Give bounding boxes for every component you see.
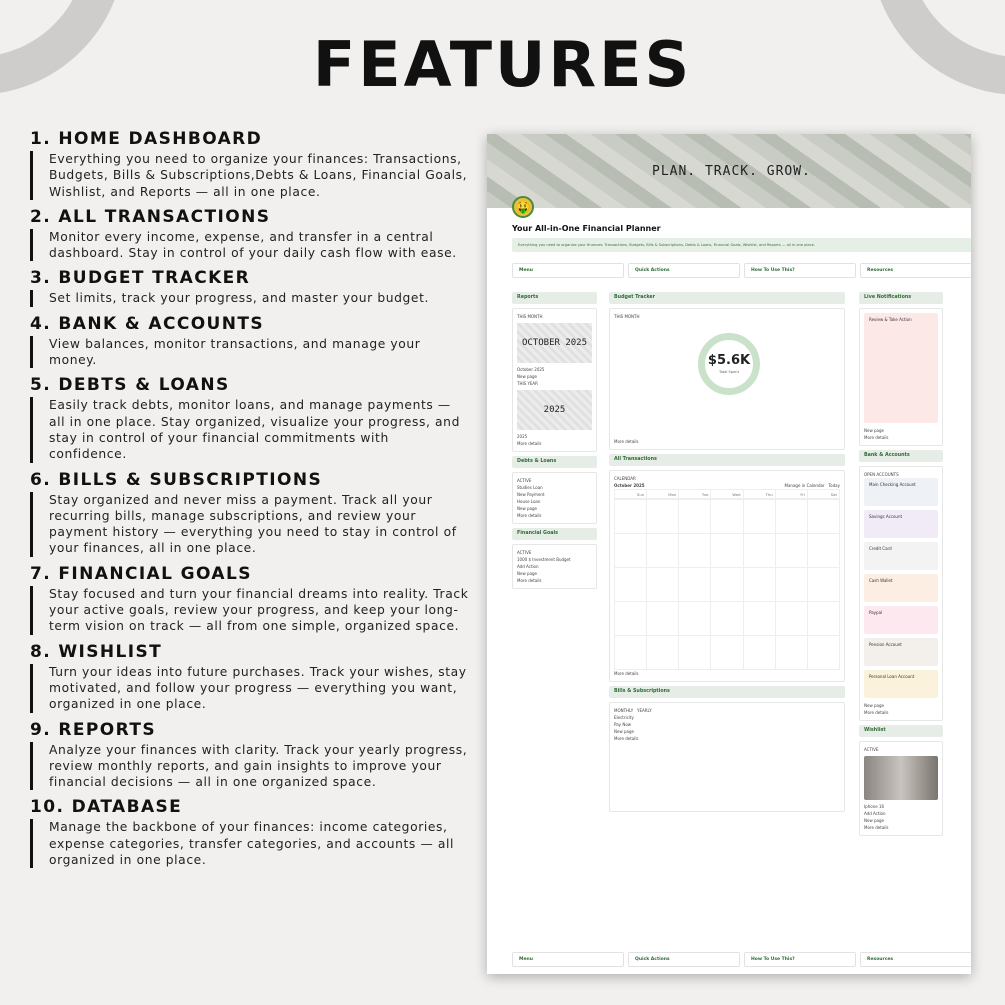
feature-title: 3. BUDGET TRACKER <box>30 268 251 289</box>
budget-donut-chart <box>698 333 760 395</box>
total-spent-label: Total Spent <box>719 370 739 374</box>
day-header: Thu <box>744 490 776 499</box>
more-details-link[interactable]: More details <box>614 439 639 444</box>
feature-title: 4. BANK & ACCOUNTS <box>30 313 265 334</box>
calendar-day-cell[interactable] <box>615 534 647 568</box>
today-button[interactable]: Today <box>828 483 840 488</box>
feature-item <box>30 796 470 868</box>
monthly-tab[interactable]: MONTHLY <box>614 708 634 713</box>
active-tab[interactable]: ACTIVE <box>864 747 879 752</box>
bills-tabs <box>614 707 840 714</box>
account-card[interactable]: Pension Account <box>864 638 938 666</box>
goals-header[interactable]: Financial Goals <box>512 528 597 540</box>
right-column <box>859 292 943 840</box>
more-details-link[interactable]: More details <box>864 825 889 830</box>
calendar-day-cell[interactable] <box>808 602 840 636</box>
bills-header[interactable]: Bills & Subscriptions <box>609 686 845 698</box>
debt-item[interactable]: Studies Loan <box>517 485 543 490</box>
calendar-day-cell[interactable] <box>615 636 647 670</box>
more-details-link[interactable]: More details <box>517 513 542 518</box>
bank-card <box>859 466 943 721</box>
calendar-day-cell[interactable] <box>647 568 679 602</box>
new-payment-button[interactable]: New Payment <box>517 492 545 497</box>
feature-item <box>30 641 470 713</box>
calendar-day-cell[interactable] <box>615 602 647 636</box>
account-card[interactable]: Main Checking Account <box>864 478 938 506</box>
calendar-day-cell[interactable] <box>679 568 711 602</box>
feature-item <box>30 374 470 462</box>
calendar-day-cell[interactable] <box>776 602 808 636</box>
phone-image <box>864 756 938 800</box>
new-page-link[interactable]: New page <box>864 428 884 433</box>
calendar-day-cell[interactable] <box>679 500 711 534</box>
bill-item[interactable]: Electricity <box>614 715 634 720</box>
feature-item <box>30 313 470 369</box>
calendar-day-cell[interactable] <box>744 534 776 568</box>
calendar-day-cell[interactable] <box>744 568 776 602</box>
more-details-link[interactable]: More details <box>517 578 542 583</box>
feature-description: Set limits, track your progress, and master your budget. <box>30 290 470 306</box>
planner-callout: Everything you need to organize your finances: Transactions, Budgets, Bills & Subscriptions, Debts & Loans, Financial Goals, Wishlist, and Reports — all in one place. <box>512 238 971 252</box>
yearly-tab[interactable]: YEARLY <box>637 708 652 713</box>
account-card[interactable]: Cash Wallet <box>864 574 938 602</box>
bank-header[interactable]: Bank & Accounts <box>859 450 943 462</box>
feature-description: Monitor every income, expense, and transfer in a central dashboard. Stay in control of your daily cash flow with ease. <box>30 229 470 262</box>
active-tab[interactable]: ACTIVE <box>517 550 532 555</box>
calendar-day-cell[interactable] <box>744 500 776 534</box>
nav-resources[interactable]: Resources <box>860 952 971 967</box>
active-tab[interactable]: ACTIVE <box>517 478 532 483</box>
this-month-tab[interactable]: THIS MONTH <box>614 314 640 319</box>
calendar-month: October 2025 <box>614 483 645 488</box>
day-header: Tue <box>679 490 711 499</box>
more-details-link[interactable]: More details <box>614 736 639 741</box>
new-page-link[interactable]: New page <box>517 374 537 379</box>
left-column <box>512 292 597 593</box>
report-item[interactable]: 2025 <box>517 434 528 439</box>
day-header: Fri <box>776 490 808 499</box>
nav-resources[interactable]: Resources <box>860 263 971 278</box>
year-cover: 2025 <box>517 390 592 430</box>
feature-item <box>30 267 470 306</box>
feature-item <box>30 719 470 791</box>
calendar-card <box>609 470 845 682</box>
bottom-nav <box>512 952 971 967</box>
nav-how-to-use[interactable]: How To Use This? <box>744 263 856 278</box>
nav-menu[interactable]: Menu <box>512 952 624 967</box>
calendar-day-cell[interactable] <box>615 500 647 534</box>
feature-title: 8. WISHLIST <box>30 641 163 662</box>
new-page-link[interactable]: New page <box>864 818 884 823</box>
feature-title: 7. FINANCIAL GOALS <box>30 563 252 584</box>
feature-title: 10. DATABASE <box>30 797 183 818</box>
middle-column <box>609 292 845 816</box>
total-spent-value: $5.6K <box>707 353 751 368</box>
new-page-link[interactable]: New page <box>864 703 884 708</box>
money-banner-image <box>487 134 971 208</box>
open-accounts-tab[interactable]: OPEN ACCOUNTS <box>864 472 899 477</box>
day-header: Wed <box>711 490 743 499</box>
transactions-header[interactable]: All Transactions <box>609 454 845 466</box>
this-month-tab[interactable]: THIS MONTH <box>517 314 543 319</box>
feature-description: Stay focused and turn your financial dreams into reality. Track your active goals, review your progress, and keep your long-term vision on track — all from one simple, organized space. <box>30 586 470 635</box>
feature-item <box>30 206 470 262</box>
feature-description: Turn your ideas into future purchases. Track your wishes, stay motivated, and follow your progress — everything you want, organized in one place. <box>30 664 470 713</box>
review-action-card[interactable] <box>864 313 938 423</box>
calendar-day-cell[interactable] <box>776 636 808 670</box>
calendar-grid <box>614 489 840 499</box>
review-title: Review & Take Action <box>869 317 912 322</box>
feature-description: Everything you need to organize your finances: Transactions, Budgets, Bills & Subscriptions,Debts & Loans, Financial Goals, Wishlist, and Reports — all in one place. <box>30 151 470 200</box>
notifications-header[interactable]: Live Notifications <box>859 292 943 304</box>
more-details-link[interactable]: More details <box>864 435 889 440</box>
nav-quick-actions[interactable]: Quick Actions <box>628 952 740 967</box>
nav-menu[interactable]: Menu <box>512 263 624 278</box>
budget-card <box>609 308 845 450</box>
calendar-day-cell[interactable] <box>744 636 776 670</box>
calendar-day-cell[interactable] <box>744 602 776 636</box>
notifications-card <box>859 308 943 446</box>
calendar-day-cell[interactable] <box>776 534 808 568</box>
top-nav <box>512 263 971 278</box>
nav-how-to-use[interactable]: How To Use This? <box>744 952 856 967</box>
reports-header[interactable]: Reports <box>512 292 597 304</box>
this-year-tab[interactable]: THIS YEAR <box>517 381 538 386</box>
calendar-day-cell[interactable] <box>711 636 743 670</box>
account-card[interactable]: Paypal <box>864 606 938 634</box>
account-card[interactable]: Credit Card <box>864 542 938 570</box>
feature-description: Manage the backbone of your finances: income categories, expense categories, transfer categories, and accounts — all organized in one place. <box>30 819 470 868</box>
feature-title: 5. DEBTS & LOANS <box>30 375 230 396</box>
calendar-day-cell[interactable] <box>711 500 743 534</box>
money-face-icon: 🤑 <box>512 196 534 218</box>
reports-card <box>512 308 597 452</box>
calendar-day-cell[interactable] <box>711 602 743 636</box>
calendar-day-cell[interactable] <box>808 500 840 534</box>
feature-item <box>30 128 470 200</box>
feature-title: 6. BILLS & SUBSCRIPTIONS <box>30 469 323 490</box>
month-cover: OCTOBER 2025 <box>517 323 592 363</box>
page-title: FEATURES <box>312 28 693 101</box>
account-card[interactable]: Savings Account <box>864 510 938 538</box>
feature-item <box>30 469 470 557</box>
feature-title: 2. ALL TRANSACTIONS <box>30 206 271 227</box>
planner-title: Your All-in-One Financial Planner <box>512 224 661 233</box>
goals-card <box>512 544 597 589</box>
calendar-day-cell[interactable] <box>679 534 711 568</box>
feature-item <box>30 563 470 635</box>
calendar-day-cell[interactable] <box>711 534 743 568</box>
debts-card <box>512 472 597 524</box>
manage-calendar-button[interactable]: Manage in Calendar <box>784 483 825 488</box>
calendar-day-cell[interactable] <box>647 636 679 670</box>
bills-card <box>609 702 845 812</box>
day-header: Sun <box>615 490 647 499</box>
more-details-link[interactable]: More details <box>864 710 889 715</box>
more-details-link[interactable]: More details <box>517 441 542 446</box>
banner-tagline: PLAN. TRACK. GROW. <box>652 164 811 179</box>
feature-title: 1. HOME DASHBOARD <box>30 129 263 149</box>
feature-title: 9. REPORTS <box>30 719 156 740</box>
new-page-link[interactable]: New page <box>517 571 537 576</box>
calendar-day-cell[interactable] <box>808 568 840 602</box>
wishlist-header[interactable]: Wishlist <box>859 725 943 737</box>
calendar-days <box>614 499 840 670</box>
planner-preview <box>487 134 971 974</box>
pay-now-button[interactable]: Pay Now <box>614 722 632 727</box>
day-header: Sat <box>808 490 840 499</box>
calendar-day-cell[interactable] <box>776 500 808 534</box>
feature-description: Analyze your finances with clarity. Track your yearly progress, review monthly reports, and gain insights to improve your financial decisions — all in one organized space. <box>30 742 470 791</box>
feature-description: View balances, monitor transactions, and manage your money. <box>30 336 470 369</box>
report-item[interactable]: October 2025 <box>517 367 545 372</box>
debts-header[interactable]: Debts & Loans <box>512 456 597 468</box>
nav-quick-actions[interactable]: Quick Actions <box>628 263 740 278</box>
add-action-button[interactable]: Add Action <box>864 811 886 816</box>
calendar-day-cell[interactable] <box>808 636 840 670</box>
new-page-link[interactable]: New page <box>517 506 537 511</box>
feature-description: Stay organized and never miss a payment. Track all your recurring bills, manage subscriptions, and review your payment history — everything you need to stay in control of your finances, all in one place. <box>30 492 470 557</box>
calendar-day-cell[interactable] <box>679 636 711 670</box>
calendar-day-cell[interactable] <box>647 534 679 568</box>
wishlist-card <box>859 741 943 836</box>
feature-list <box>30 128 470 874</box>
calendar-day-cell[interactable] <box>776 568 808 602</box>
account-card[interactable]: Personal Loan Account <box>864 670 938 698</box>
more-details-link[interactable]: More details <box>614 671 639 676</box>
budget-header[interactable]: Budget Tracker <box>609 292 845 304</box>
new-page-link[interactable]: New page <box>614 729 634 734</box>
calendar-day-cell[interactable] <box>679 602 711 636</box>
add-action-button[interactable]: Add Action <box>517 564 539 569</box>
debt-item[interactable]: House Loan <box>517 499 541 504</box>
calendar-tab[interactable]: CALENDAR <box>614 476 636 481</box>
feature-description: Easily track debts, monitor loans, and manage payments — all in one place. Stay organized, visualize your progress, and stay in control of your financial commitments with confidence. <box>30 397 470 462</box>
day-header: Mon <box>647 490 679 499</box>
calendar-day-cell[interactable] <box>615 568 647 602</box>
calendar-day-cell[interactable] <box>647 500 679 534</box>
goal-item[interactable]: 1000 $ Investment Budget <box>517 557 571 562</box>
calendar-day-cell[interactable] <box>647 602 679 636</box>
calendar-day-cell[interactable] <box>808 534 840 568</box>
wishlist-item[interactable]: Iphone 16 <box>864 804 885 809</box>
calendar-day-cell[interactable] <box>711 568 743 602</box>
calendar-toolbar <box>614 482 840 489</box>
